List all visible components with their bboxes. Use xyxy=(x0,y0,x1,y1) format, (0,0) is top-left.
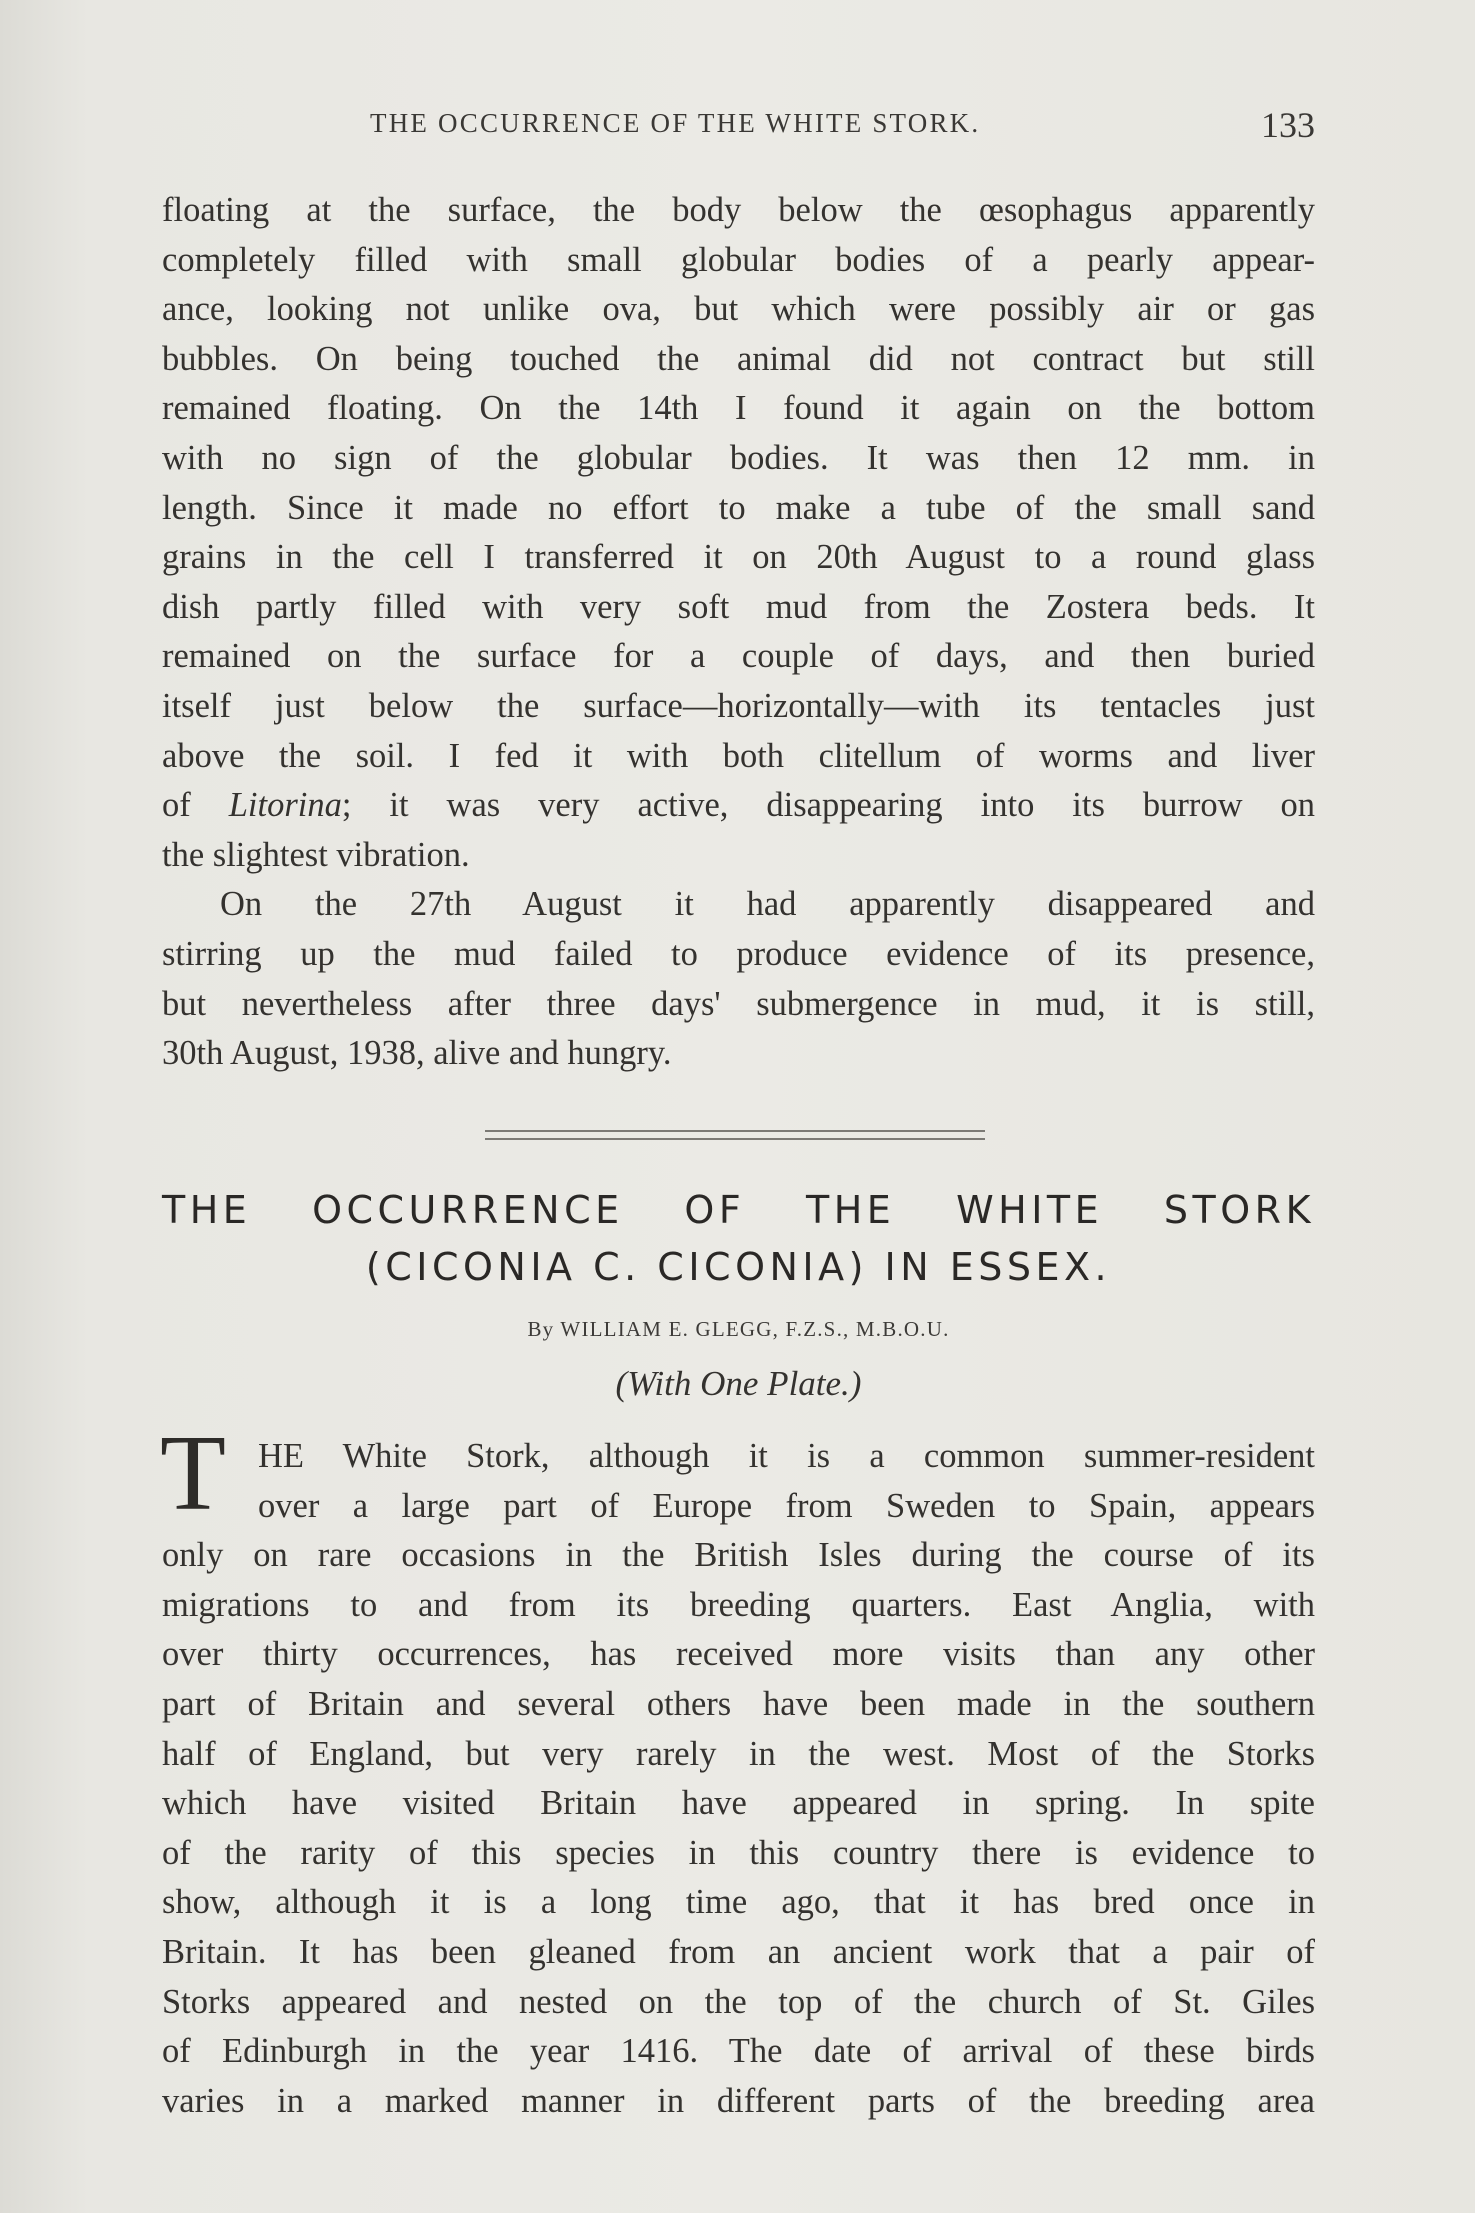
text-line: part of Britain and several others have been made in the southern xyxy=(162,1684,1315,1723)
text-line: dish partly filled with very soft mud from the Zostera beds. It xyxy=(162,587,1315,626)
text-fragment: of xyxy=(162,786,229,825)
article-title-line-1: THE OCCURRENCE OF THE WHITE STORK xyxy=(162,1188,1315,1232)
text-line: Storks appeared and nested on the top of the church of St. Giles xyxy=(162,1982,1315,2021)
text-line: varies in a marked manner in different parts of the breeding area xyxy=(162,2081,1315,2120)
text-line: grains in the cell I transferred it on 20th August to a round glass xyxy=(162,538,1315,577)
text-fragment: ; it was very active, disappearing into its burrow on xyxy=(341,786,1315,825)
text-line: over thirty occurrences, has received more visits than any other xyxy=(162,1635,1315,1674)
text-line: Britain. It has been gleaned from an ancient work that a pair of xyxy=(162,1932,1315,1971)
plate-note: (With One Plate.) xyxy=(615,1364,862,1403)
page-number: 133 xyxy=(1261,105,1315,145)
article-title-line-2: (CICONIA C. CICONIA) IN ESSEX. xyxy=(365,1245,1112,1289)
text-line: 30th August, 1938, alive and hungry. xyxy=(162,1034,672,1073)
running-head xyxy=(165,105,1315,148)
text-line: above the soil. I fed it with both clitellum of worms and liver xyxy=(162,736,1315,775)
text-line: of the rarity of this species in this country there is evidence to xyxy=(162,1833,1315,1872)
text-line: half of England, but very rarely in the west. Most of the Storks xyxy=(162,1734,1315,1773)
drop-cap: T xyxy=(160,1414,226,1533)
byline: By WILLIAM E. GLEGG, F.Z.S., M.B.O.U. xyxy=(527,1317,950,1341)
text-line: remained on the surface for a couple of days, and then buried xyxy=(162,637,1315,676)
text-line-with-italic xyxy=(162,781,1315,831)
text-line: of Edinburgh in the year 1416. The date of arrival of these birds xyxy=(162,2032,1315,2071)
running-title: THE OCCURRENCE OF THE WHITE STORK. xyxy=(370,108,981,138)
text-line: with no sign of the globular bodies. It was then 12 mm. in xyxy=(162,438,1315,477)
species-name-italic: Litorina xyxy=(228,786,342,825)
section-divider xyxy=(485,1130,985,1140)
continued-paragraph xyxy=(162,186,1315,1079)
text-line: completely filled with small globular bodies of a pearly appear- xyxy=(162,240,1315,279)
text-line: stirring up the mud failed to produce evidence of its presence, xyxy=(162,934,1315,973)
article-body xyxy=(162,1432,1315,2126)
text-line: show, although it is a long time ago, that it has bred once in xyxy=(162,1883,1315,1922)
text-line: itself just below the surface—horizontally—with its tentacles just xyxy=(162,686,1315,725)
text-line: On the 27th August it had apparently disappeared and xyxy=(220,885,1315,924)
text-line: but nevertheless after three days' submergence in mud, it is still, xyxy=(162,984,1315,1023)
text-line: remained floating. On the 14th I found it again on the bottom xyxy=(162,389,1315,428)
text-line: HE White Stork, although it is a common summer-resident xyxy=(258,1437,1315,1475)
text-line: which have visited Britain have appeared in spring. In spite xyxy=(162,1784,1315,1823)
text-line: ance, looking not unlike ova, but which were possibly air or gas xyxy=(162,290,1315,329)
text-line: migrations to and from its breeding quarters. East Anglia, with xyxy=(162,1585,1315,1624)
text-line: length. Since it made no effort to make a tube of the small sand xyxy=(162,488,1315,527)
text-line: floating at the surface, the body below the œsophagus apparently xyxy=(162,191,1315,229)
text-line: over a large part of Europe from Sweden to Spain, appears xyxy=(258,1486,1315,1525)
text-line: only on rare occasions in the British Isles during the course of its xyxy=(162,1536,1315,1575)
text-line: bubbles. On being touched the animal did not contract but still xyxy=(162,339,1315,378)
text-line: the slightest vibration. xyxy=(162,835,470,874)
